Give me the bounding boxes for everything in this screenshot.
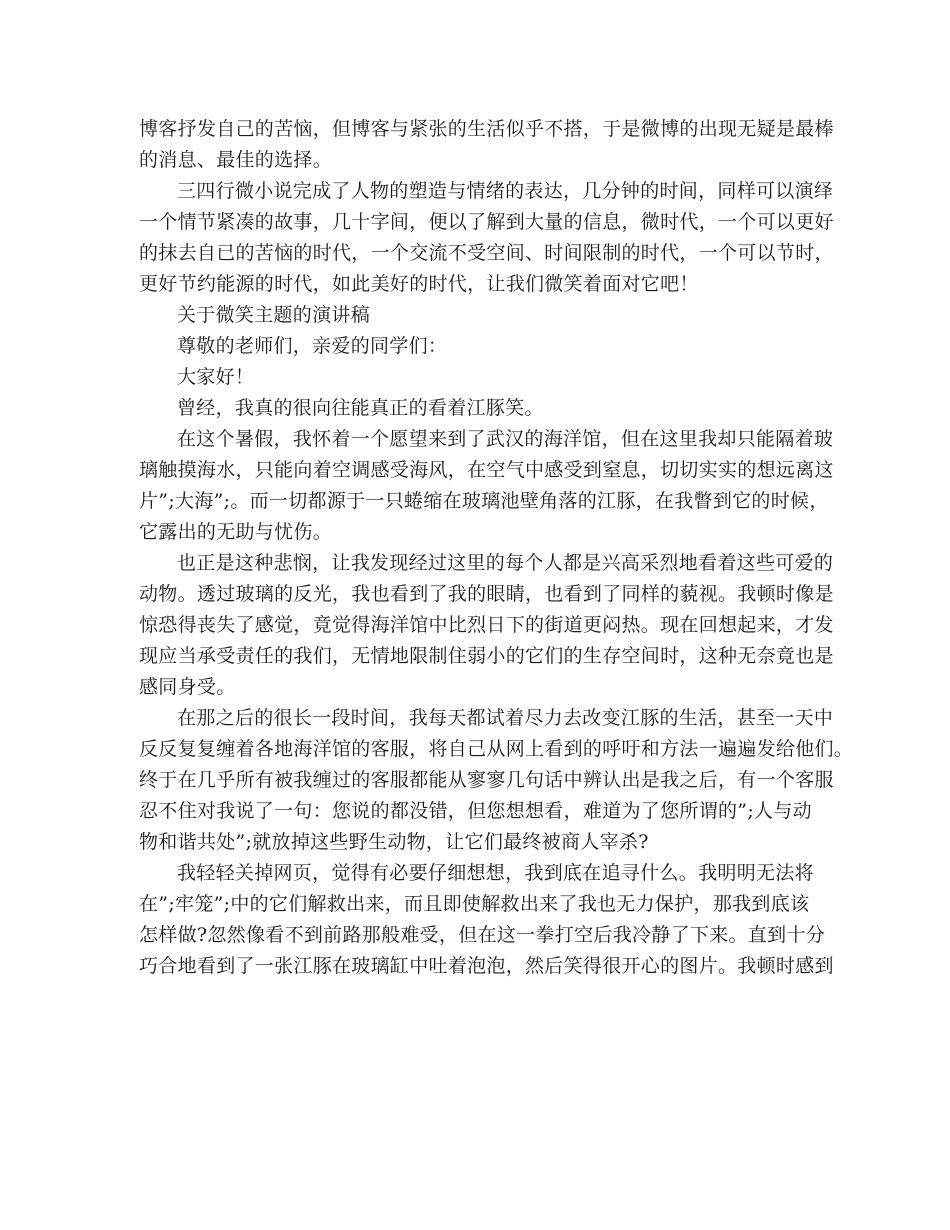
text-line: 怎样做?忽然像看不到前路那般难受，但在这一拳打空后我冷静了下来。直到十分	[139, 924, 825, 946]
text-line: 我轻轻关掉网页，觉得有必要仔细想想，我到底在追寻什么。我明明无法将	[177, 862, 814, 884]
text-line: 动物。透过玻璃的反光，我也看到了我的眼睛，也看到了同样的藐视。我顿时像是	[139, 583, 834, 605]
text-line: 博客抒发自己的苦恼，但博客与紧张的生活似乎不搭，于是微博的出现无疑是最棒	[139, 118, 834, 140]
document-body	[139, 114, 854, 982]
text-line: 在这个暑假，我怀着一个愿望来到了武汉的海洋馆，但在这里我却只能隔着玻	[177, 428, 834, 450]
text-line: 片”;大海”;。而一切都源于一只蜷缩在玻璃池壁角落的江豚，在我瞥到它的时候，	[139, 490, 829, 512]
text-line: 的抹去自已的苦恼的时代，一个交流不受空间、时间限制的时代，一个可以节时，	[139, 242, 834, 264]
text-line: 曾经，我真的很向往能真正的看着江豚笑。	[177, 397, 544, 419]
text-line: 物和谐共处”;就放掉这些野生动物，让它们最终被商人宰杀?	[139, 831, 649, 853]
text-line: 的消息、最佳的选择。	[139, 149, 333, 171]
text-line: 感同身受。	[139, 676, 236, 698]
text-line: 终于在几乎所有被我缠过的客服都能从寥寥几句话中辨认出是我之后，有一个客服	[139, 769, 834, 791]
text-line: 忍不住对我说了一句：您说的都没错，但您想想看，难道为了您所谓的”;人与动	[139, 800, 812, 822]
text-line: 一个情节紧凑的故事，几十字间，便以了解到大量的信息，微时代，一个可以更好	[139, 211, 834, 233]
text-line: 更好节约能源的时代，如此美好的时代，让我们微笑着面对它吧！	[139, 273, 699, 295]
text-line: 在那之后的很长一段时间，我每天都试着尽力去改变江豚的生活，甚至一天中	[177, 707, 834, 729]
text-line: 也正是这种悲悯，让我发现经过这里的每个人都是兴高采烈地看着这些可爱的	[177, 552, 834, 574]
text-line: 现应当承受责任的我们，无情地限制住弱小的它们的生存空间时，这种无奈竟也是	[139, 645, 834, 667]
text-line: 巧合地看到了一张江豚在玻璃缸中吐着泡泡，然后笑得很开心的图片。我顿时感到	[139, 955, 834, 977]
text-line: 尊敬的老师们，亲爱的同学们：	[177, 335, 448, 357]
text-line: 惊恐得丧失了感觉，竟觉得海洋馆中比烈日下的街道更闷热。现在回想起来，才发	[139, 614, 834, 636]
text-line: 在”;牢笼”;中的它们解救出来，而且即使解救出来了我也无力保护，那我到底该	[139, 893, 810, 915]
text-line: 璃触摸海水，只能向着空调感受海风，在空气中感受到窒息，切切实实的想远离这	[139, 459, 834, 481]
text-line: 反反复复缠着各地海洋馆的客服，将自己从网上看到的呼吁和方法一遍遍发给他们。	[139, 738, 854, 760]
text-line: 它露出的无助与忧伤。	[139, 521, 333, 543]
text-line: 大家好！	[177, 366, 255, 388]
text-line: 三四行微小说完成了人物的塑造与情绪的表达，几分钟的时间，同样可以演绎	[177, 180, 834, 202]
text-line: 关于微笑主题的演讲稿	[177, 304, 371, 326]
